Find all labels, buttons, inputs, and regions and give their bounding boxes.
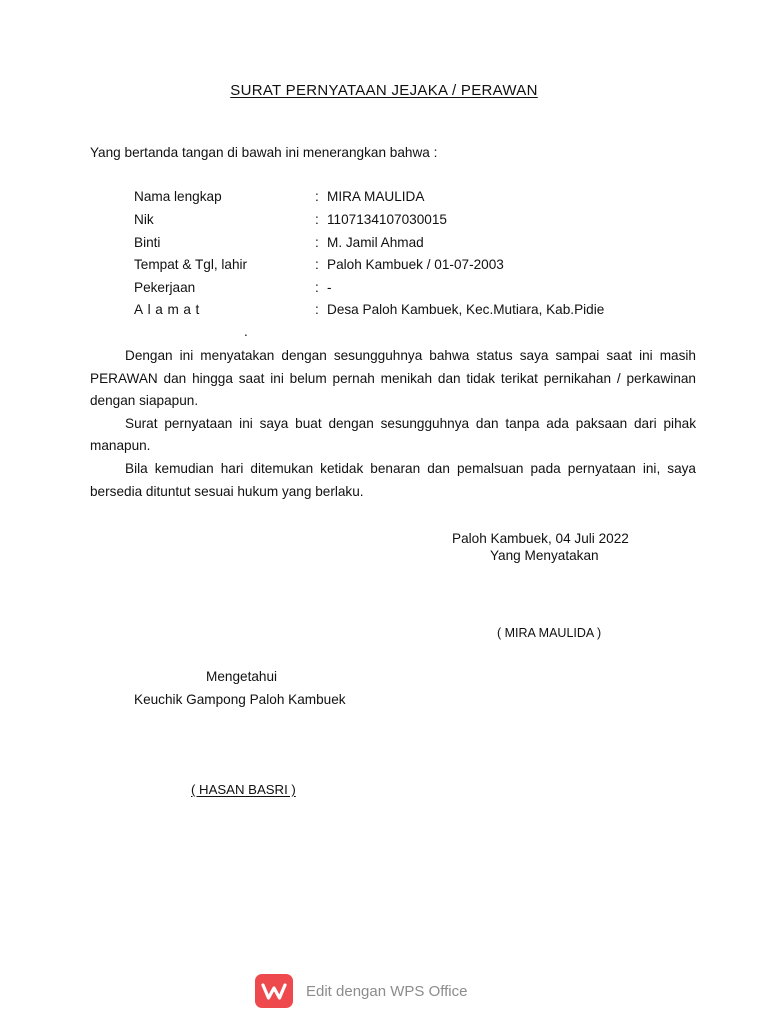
wps-edit-link[interactable]: Edit dengan WPS Office: [306, 983, 468, 1000]
identity-value: MIRA MAULIDA: [327, 189, 425, 204]
identity-row: [134, 212, 694, 234]
declarant-role: Yang Menyatakan: [490, 548, 599, 563]
identity-value: Desa Paloh Kambuek, Kec.Mutiara, Kab.Pidie: [327, 302, 605, 317]
identity-row: [134, 280, 694, 302]
identity-colon: :: [315, 212, 319, 227]
identity-label: Nama lengkap: [134, 189, 222, 204]
witness-name: ( HASAN BASRI ): [191, 782, 296, 797]
intro-text: Yang bertanda tangan di bawah ini menerangkan bahwa :: [90, 145, 438, 160]
stray-dot: .: [244, 324, 248, 339]
status-emphasis: sampai saat ini masih PERAWAN: [90, 348, 696, 386]
statement-body: [90, 345, 696, 503]
witness-role: Keuchik Gampong Paloh Kambuek: [134, 692, 346, 707]
identity-value: 1107134107030015: [327, 212, 447, 227]
identity-value: Paloh Kambuek / 01-07-2003: [327, 257, 504, 272]
identity-label: Tempat & Tgl, lahir: [134, 257, 248, 272]
witness-heading: Mengetahui: [206, 669, 278, 684]
identity-colon: :: [315, 257, 319, 272]
identity-row: [134, 302, 694, 324]
identity-row: [134, 235, 694, 257]
wps-office-logo-icon[interactable]: [255, 974, 293, 1008]
identity-value: -: [327, 280, 332, 295]
document-title: [0, 82, 768, 99]
place-date: Paloh Kambuek, 04 Juli 2022: [452, 531, 629, 546]
identity-colon: :: [315, 235, 319, 250]
identity-colon: :: [315, 280, 319, 295]
identity-label: Nik: [134, 212, 154, 227]
title-text: SURAT PERNYATAAN JEJAKA / PERAWAN: [230, 82, 538, 99]
statement-paragraph-1: Dengan ini menyatakan dengan sesungguhnya bahwa status saya sampai saat ini masih PERAWAN dan hingga saat ini belum pernah menikah dan tidak terikat pernikahan / perkawinan dengan siapapun.: [90, 348, 696, 409]
identity-label: Alamat: [134, 302, 204, 317]
identity-value: M. Jamil Ahmad: [327, 235, 424, 250]
identity-row: [134, 257, 694, 279]
identity-row: [134, 189, 694, 211]
declarant-name: ( MIRA MAULIDA ): [497, 626, 602, 640]
identity-colon: :: [315, 189, 319, 204]
statement-paragraph-2: Surat pernyataan ini saya buat dengan sesungguhnya dan tanpa ada paksaan dari pihak manapun.: [90, 415, 696, 454]
wps-w-glyph-icon: [255, 974, 293, 1008]
identity-label: Pekerjaan: [134, 280, 196, 295]
statement-paragraph-3: Bila kemudian hari ditemukan ketidak benaran dan pemalsuan pada pernyataan ini, saya bersedia dituntut sesuai hukum yang berlaku.: [90, 460, 696, 499]
identity-colon: :: [315, 302, 319, 317]
identity-label: Binti: [134, 235, 161, 250]
